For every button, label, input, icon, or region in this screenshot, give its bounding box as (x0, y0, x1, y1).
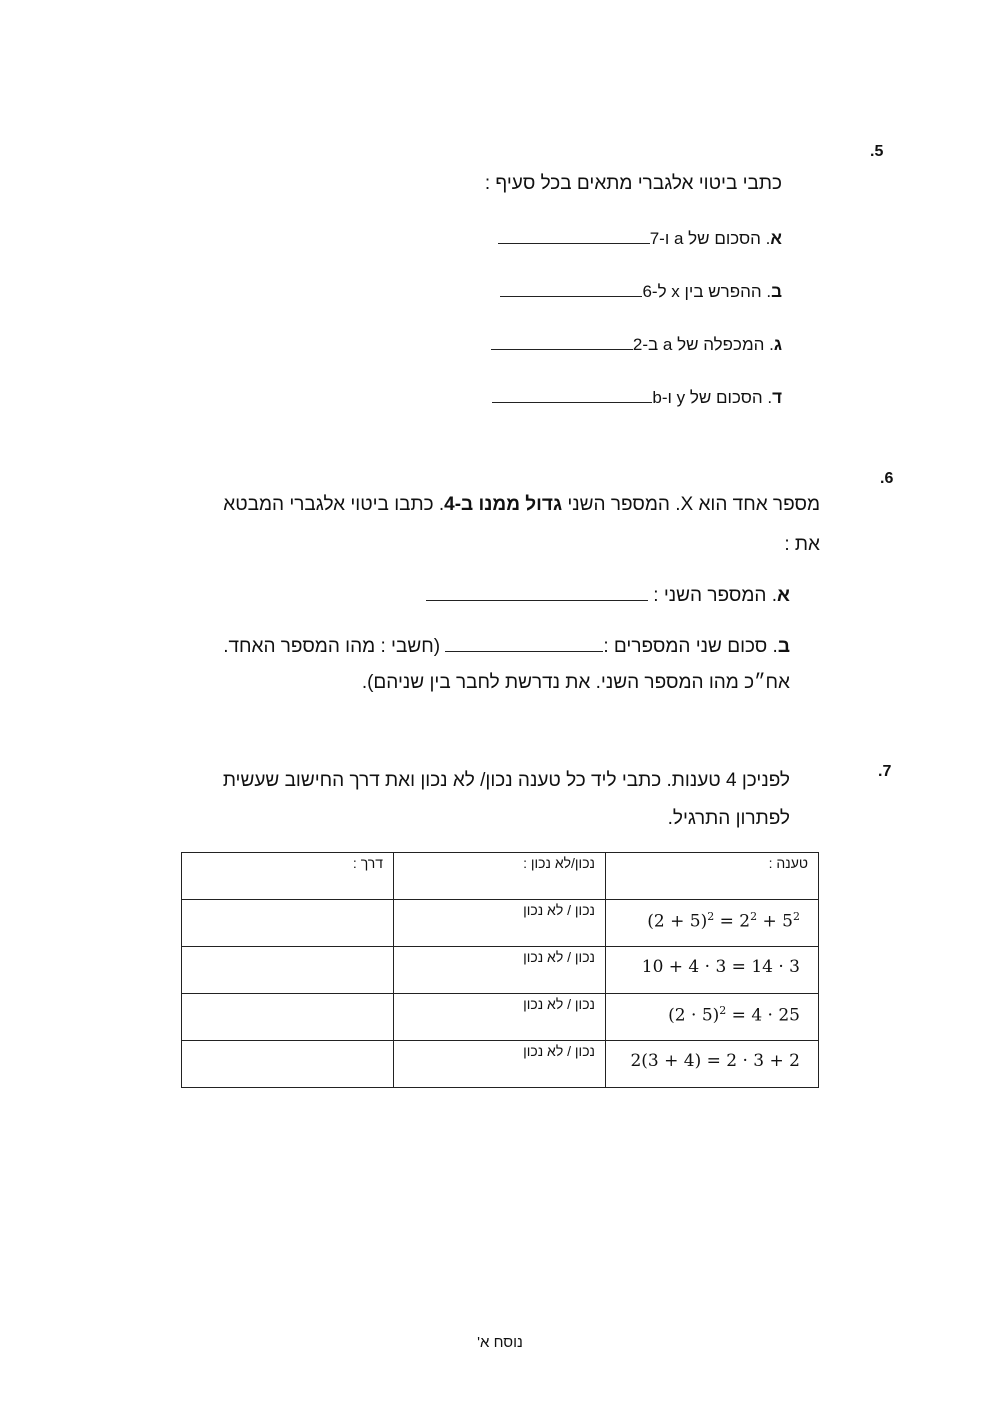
question-6-text-part1: מספר אחד הוא X. המספר השני (562, 494, 820, 515)
claim-2-expression: 10 + 4 · 3 = 14 · 3 (641, 957, 800, 977)
header-cell-truth (394, 853, 606, 900)
truth-answer-cell[interactable] (394, 900, 606, 947)
item-text: . סכום שני המספרים : (603, 636, 778, 657)
question-7-text-line2: לפתרון התרגיל. (667, 808, 790, 829)
table-row (182, 1041, 819, 1088)
header-claim: טענה : (768, 855, 808, 871)
item-text: . המכפלה של a ב-2 (632, 335, 774, 354)
question-6-text-part2: . כתבו ביטוי אלגברי המבטא (223, 494, 445, 515)
question-5-item-g (491, 335, 782, 355)
truth-answer-cell[interactable] (394, 947, 606, 994)
claim-cell (606, 994, 819, 1041)
item-letter: ב (771, 282, 782, 301)
question-6-text (223, 494, 820, 516)
item-letter: א (770, 229, 782, 248)
way-answer-cell[interactable] (182, 900, 394, 947)
question-7-text-line1: לפניכן 4 טענות. כתבי ליד כל טענה נכון/ לא נכון ואת דרך החישוב שעשית (222, 770, 790, 791)
item-text: . הסכום של a ו-7 (649, 229, 771, 248)
question-6-item-b-line2: אח״כ מהו המספר השני. את נדרשת לחבר בין שניהם). (361, 672, 790, 693)
way-answer-cell[interactable] (182, 994, 394, 1041)
item-text: . הסכום של y ו-b (652, 388, 773, 407)
answer-blank-5g[interactable] (491, 335, 633, 350)
item-text: . ההפרש בין x ל-6 (642, 282, 772, 301)
question-5-item-a (498, 229, 782, 249)
truth-answer-cell[interactable] (394, 994, 606, 1041)
item-letter: ג (773, 335, 782, 354)
question-6-number: .6 (880, 470, 894, 487)
item-letter: ד (772, 388, 782, 407)
question-6-text-line2: את : (784, 534, 820, 555)
version-footer: נוסח א' (477, 1334, 523, 1351)
table-row (182, 947, 819, 994)
item-letter: ב (777, 636, 790, 657)
truth-options: נכון / לא נכון (523, 996, 595, 1012)
claim-4-expression: 2(3 + 4) = 2 · 3 + 2 (630, 1051, 800, 1071)
question-5-item-b (500, 282, 782, 302)
question-5-item-d (492, 388, 782, 408)
truth-answer-cell[interactable] (394, 1041, 606, 1088)
truth-options: נכון / לא נכון (523, 949, 595, 965)
item-letter: א (777, 585, 790, 606)
header-cell-claim (606, 853, 819, 900)
item-hint: (חשבי : מהו המספר האחד. (223, 636, 441, 657)
way-answer-cell[interactable] (182, 1041, 394, 1088)
claim-1-expression: $(2 + 5)^2 = 2^2 + 5^2$ (647, 910, 800, 932)
table-row (182, 900, 819, 947)
header-cell-way (182, 853, 394, 900)
question-6-item-a (426, 585, 790, 607)
question-7-number: .7 (878, 763, 892, 780)
table-row (182, 994, 819, 1041)
question-5-number: .5 (870, 143, 884, 160)
truth-options: נכון / לא נכון (523, 902, 595, 918)
claim-cell (606, 900, 819, 947)
header-way: דרך : (352, 855, 383, 871)
table-header-row (182, 853, 819, 900)
answer-blank-5d[interactable] (492, 388, 652, 403)
question-6-item-b (223, 636, 790, 658)
answer-blank-5b[interactable] (500, 282, 642, 297)
answer-blank-6b[interactable] (445, 637, 603, 652)
question-5-instruction: כתבי ביטוי אלגברי מתאים בכל סעיף : (484, 173, 782, 194)
header-truth: נכון/לא נכון : (523, 855, 595, 871)
question-6-text-bold: גדול ממנו ב-4 (444, 494, 563, 515)
claim-cell (606, 947, 819, 994)
answer-blank-6a[interactable] (426, 586, 648, 601)
way-answer-cell[interactable] (182, 947, 394, 994)
truth-options: נכון / לא נכון (523, 1043, 595, 1059)
claim-cell (606, 1041, 819, 1088)
item-text: . המספר השני : (653, 585, 778, 606)
answer-blank-5a[interactable] (498, 229, 650, 244)
claims-table (181, 852, 819, 1088)
claim-3-expression: $(2 \cdot 5)^2 = 4 \cdot 25$ (668, 1004, 800, 1026)
